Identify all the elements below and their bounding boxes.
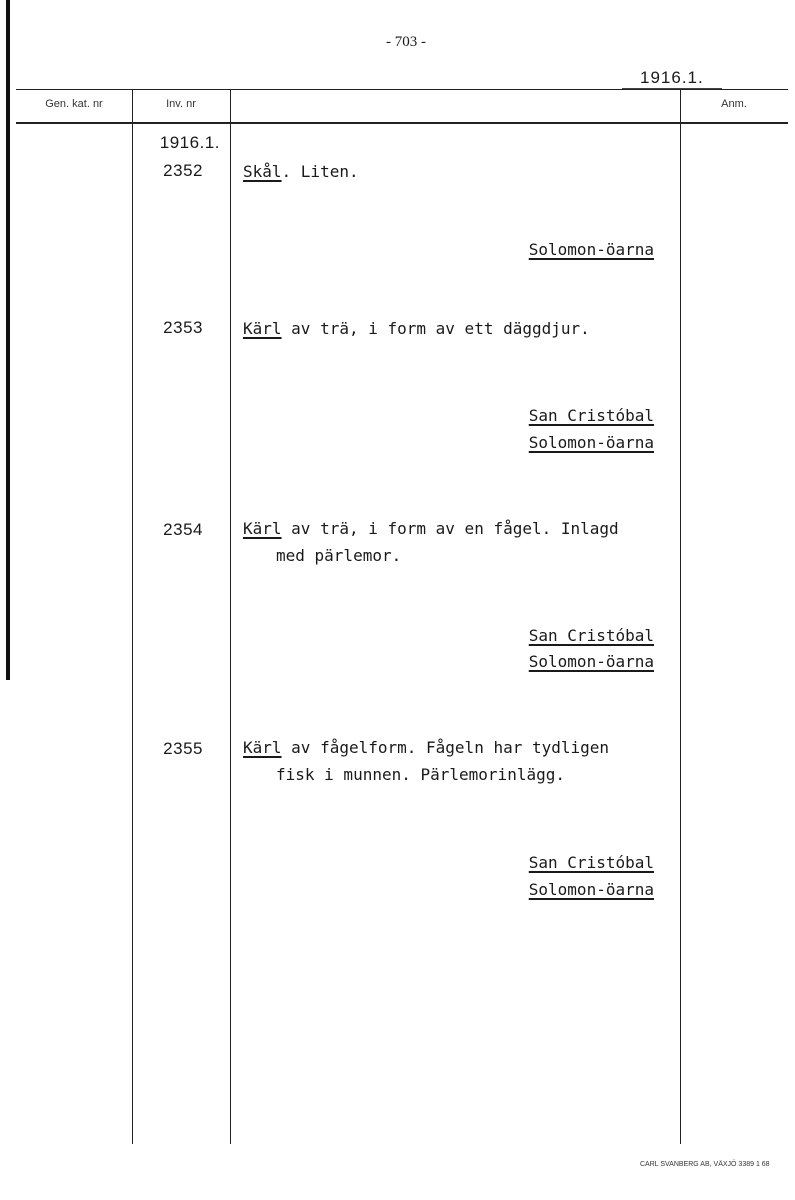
location-line [234, 236, 654, 263]
entry-description [243, 516, 619, 542]
header-inv: Inv. nr [166, 98, 196, 110]
accession-label: 1916.1. [159, 133, 220, 152]
entry-continuation: fisk i munnen. Pärlemorinlägg. [276, 765, 565, 784]
entry-text: . Liten. [281, 162, 359, 181]
printer-footer: CARL SVANBERG AB, VÄXJÖ 3389 1 68 [640, 1161, 770, 1168]
location-line [234, 622, 654, 649]
left-margin-bar [6, 0, 10, 680]
location-2: Solomon-öarna [528, 433, 654, 452]
location-line [234, 648, 654, 675]
entry-keyword: Kärl [243, 319, 282, 338]
entry-keyword: Skål [243, 162, 282, 181]
entry-text: av trä, i form av ett däggdjur. [281, 319, 590, 338]
entry-text: av fågelform. Fågeln har tydligen [281, 738, 610, 757]
location-line [234, 876, 654, 903]
inv-number: 2352 [163, 161, 203, 180]
entry-keyword: Kärl [243, 519, 282, 538]
inv-number: 2353 [163, 318, 203, 337]
location-2: Solomon-öarna [528, 652, 654, 671]
column-divider-1 [132, 89, 133, 1144]
page-number: - 703 - [386, 34, 426, 50]
location-1: San Cristóbal [528, 626, 654, 645]
location-line [234, 429, 654, 456]
entry-description [243, 316, 590, 342]
location-line [234, 402, 654, 429]
inv-number: 2355 [163, 739, 203, 758]
column-divider-3 [680, 89, 681, 1144]
entry-description [243, 159, 359, 185]
location-1: San Cristóbal [528, 853, 654, 872]
entry-continuation: med pärlemor. [276, 546, 402, 565]
entry-description [243, 735, 609, 761]
header-anm: Anm. [721, 98, 747, 110]
location-1: San Cristóbal [528, 406, 654, 425]
location-line [234, 849, 654, 876]
reference-top: 1916.1. [640, 68, 704, 87]
location-2: Solomon-öarna [528, 880, 654, 899]
column-divider-2 [230, 89, 231, 1144]
entry-text: av trä, i form av en fågel. Inlagd [281, 519, 619, 538]
header-gen-kat: Gen. kat. nr [45, 98, 103, 110]
entry-keyword: Kärl [243, 738, 282, 757]
location-1: Solomon-öarna [528, 240, 654, 259]
inv-number: 2354 [163, 520, 203, 539]
